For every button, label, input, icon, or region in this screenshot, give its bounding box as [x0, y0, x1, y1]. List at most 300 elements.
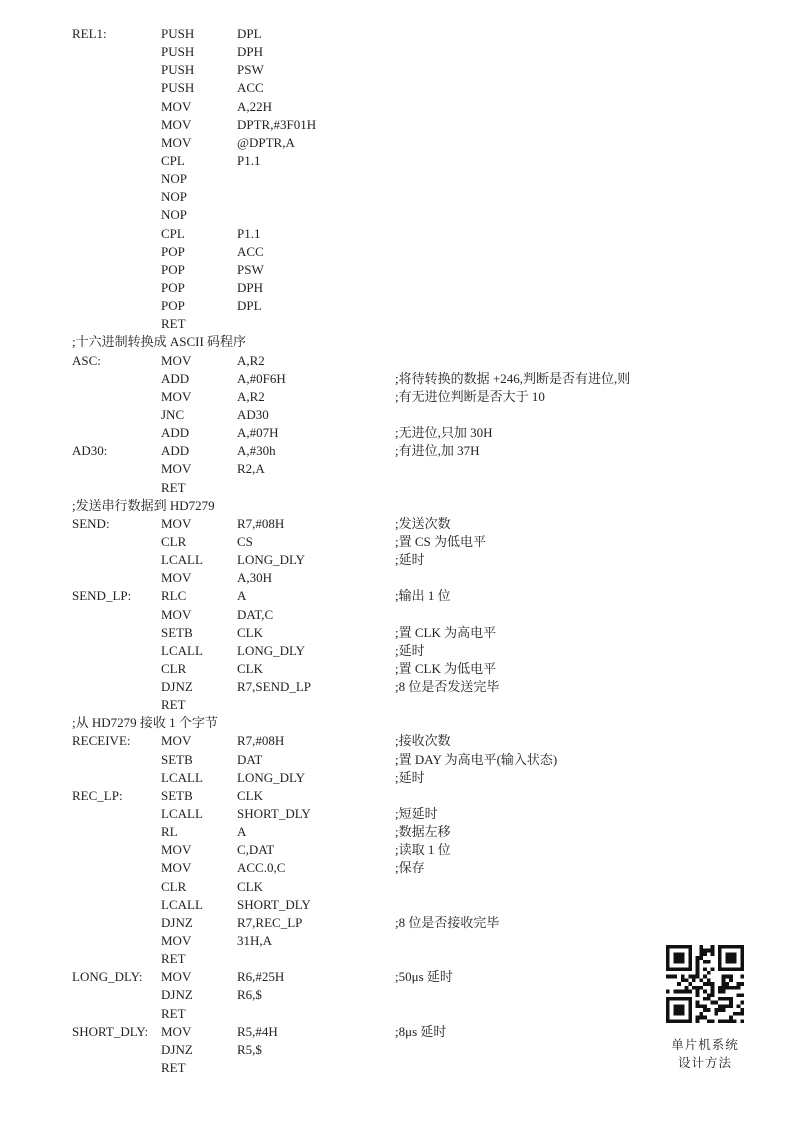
code-line [0, 442, 796, 460]
qr-module [718, 986, 722, 990]
code-line [0, 533, 796, 551]
mnemonic: NOP [161, 189, 188, 205]
code-line [0, 479, 796, 497]
code-line [0, 606, 796, 624]
operand: DPL [237, 298, 262, 314]
qr-module [722, 997, 726, 1001]
code-line [0, 206, 796, 224]
operand: LONG_DLY [237, 642, 306, 658]
qr-module [718, 1008, 722, 1012]
qr-module [722, 1008, 726, 1012]
qr-module [670, 967, 674, 971]
mnemonic: MOV [161, 570, 192, 586]
mnemonic: SETB [161, 787, 193, 803]
qr-module [733, 967, 737, 971]
operand: A,#0F6H [237, 370, 286, 386]
mnemonic: MOV [161, 515, 192, 531]
qr-module [711, 949, 715, 953]
qr-module [673, 1019, 677, 1023]
qr-module [677, 952, 681, 956]
operand: ACC [237, 243, 264, 259]
code-line [0, 460, 796, 478]
qr-module [711, 967, 715, 971]
qr-module [696, 956, 700, 960]
qr-module [666, 1019, 670, 1023]
operand: A,#07H [237, 425, 279, 441]
qr-module [740, 1008, 744, 1012]
qr-module [673, 1008, 677, 1012]
qr-module [718, 960, 722, 964]
qr-module [666, 1012, 670, 1016]
qr-module [688, 1004, 692, 1008]
code-line [0, 515, 796, 533]
qr-module [699, 952, 703, 956]
qr-module [688, 982, 692, 986]
mnemonic: MOV [161, 352, 192, 368]
qr-module [677, 1004, 681, 1008]
code-line [0, 841, 796, 859]
mnemonic: RET [161, 316, 186, 332]
section-comment: ;发送串行数据到 HD7279 [72, 497, 215, 513]
mnemonic: MOV [161, 461, 192, 477]
operand: CLK [237, 878, 263, 894]
code-comment: ;输出 1 位 [395, 588, 451, 604]
qr-module [722, 975, 726, 979]
mnemonic: POP [161, 279, 185, 295]
qr-module [725, 997, 729, 1001]
operand: DAT,C [237, 606, 274, 622]
code-line [0, 878, 796, 896]
qr-module [688, 1012, 692, 1016]
mnemonic: RET [161, 1005, 186, 1021]
qr-module [703, 975, 707, 979]
code-comment: ;将待转换的数据 +246,判断是否有进位,则 [395, 370, 631, 386]
qr-module [740, 1019, 744, 1023]
operand: A,R2 [237, 388, 265, 404]
qr-module [740, 960, 744, 964]
qr-module [685, 986, 689, 990]
mnemonic: MOV [161, 842, 192, 858]
code-comment: ;读取 1 位 [395, 842, 451, 858]
mnemonic: POP [161, 298, 185, 314]
qr-module [673, 1012, 677, 1016]
mnemonic: PUSH [161, 26, 195, 41]
qr-module [688, 997, 692, 1001]
qr-module [688, 964, 692, 968]
qr-module [677, 1008, 681, 1012]
qr-module [711, 993, 715, 997]
qr-module [677, 960, 681, 964]
code-label: SHORT_DLY: [72, 1023, 149, 1039]
qr-module [740, 982, 744, 986]
qr-module [673, 997, 677, 1001]
code-line [0, 424, 796, 442]
qr-module [703, 1004, 707, 1008]
qr-module [696, 990, 700, 994]
qr-module [740, 956, 744, 960]
code-line [0, 805, 796, 823]
qr-module [733, 1019, 737, 1023]
mnemonic: MOV [161, 98, 192, 114]
qr-module [666, 1001, 670, 1005]
mnemonic: RET [161, 1060, 186, 1076]
qr-module [729, 986, 733, 990]
qr-module [722, 982, 726, 986]
qr-module [696, 971, 700, 975]
qr-module [740, 1001, 744, 1005]
code-label: REL1: [72, 26, 107, 41]
qr-module [699, 945, 703, 949]
qr-module [703, 982, 707, 986]
qr-module [681, 1012, 685, 1016]
qr-module [733, 1012, 737, 1016]
code-line [0, 43, 796, 61]
qr-module [688, 1019, 692, 1023]
operand: LONG_DLY [237, 552, 306, 568]
operand: CLK [237, 624, 263, 640]
qr-module [722, 986, 726, 990]
qr-module [718, 952, 722, 956]
mnemonic: CLR [161, 533, 187, 549]
mnemonic: POP [161, 243, 185, 259]
code-comment: ;延时 [395, 642, 425, 658]
qr-caption-line1: 单片机系统 [671, 1037, 739, 1052]
code-line [0, 769, 796, 787]
qr-module [699, 1004, 703, 1008]
mnemonic: NOP [161, 171, 188, 187]
qr-module [696, 975, 700, 979]
operand: R6,$ [237, 987, 262, 1003]
operand: DPTR,#3F01H [237, 116, 317, 132]
qr-module [677, 1012, 681, 1016]
qr-code-image [666, 945, 744, 1023]
qr-module [670, 945, 674, 949]
operand: DAT [237, 751, 263, 767]
qr-module [740, 993, 744, 997]
mnemonic: DJNZ [161, 679, 193, 695]
qr-module [725, 956, 729, 960]
operand: DPH [237, 279, 264, 295]
qr-module [725, 960, 729, 964]
qr-module [688, 1001, 692, 1005]
operand: PSW [237, 261, 264, 277]
operand: C,DAT [237, 842, 275, 858]
operand: CLK [237, 787, 263, 803]
code-line [0, 624, 796, 642]
qr-module [737, 982, 741, 986]
code-comment: ;置 CLK 为高电平 [395, 624, 497, 640]
qr-module [699, 956, 703, 960]
qr-module [725, 986, 729, 990]
qr-module [696, 967, 700, 971]
qr-caption [648, 1036, 762, 1072]
qr-module [711, 1001, 715, 1005]
qr-module [740, 949, 744, 953]
qr-module [666, 975, 670, 979]
mnemonic: PUSH [161, 62, 195, 78]
qr-module [673, 975, 677, 979]
mnemonic: RL [161, 824, 178, 840]
code-line [0, 569, 796, 587]
operand: ACC [237, 80, 264, 96]
qr-module [681, 975, 685, 979]
qr-module [681, 960, 685, 964]
mnemonic: DJNZ [161, 914, 193, 930]
qr-module [673, 1004, 677, 1008]
operand: R5,$ [237, 1041, 262, 1057]
code-label: ASC: [72, 352, 101, 368]
qr-module [707, 982, 711, 986]
qr-module [729, 978, 733, 982]
operand: CS [237, 533, 253, 549]
qr-module [722, 945, 726, 949]
code-line [0, 79, 796, 97]
qr-module [729, 956, 733, 960]
qr-module [718, 967, 722, 971]
qr-module [666, 960, 670, 964]
qr-module [707, 997, 711, 1001]
section-comment: ;十六进制转换成 ASCII 码程序 [72, 334, 247, 350]
qr-module [688, 990, 692, 994]
operand: A [237, 824, 247, 840]
code-label: RECEIVE: [72, 733, 131, 749]
mnemonic: ADD [161, 443, 190, 459]
qr-module [688, 952, 692, 956]
operand: P1.1 [237, 225, 261, 241]
qr-module [707, 1019, 711, 1023]
mnemonic: RET [161, 951, 186, 967]
code-line [0, 297, 796, 315]
code-line [0, 279, 796, 297]
qr-module [677, 1019, 681, 1023]
code-label: LONG_DLY: [72, 969, 143, 985]
qr-module [737, 967, 741, 971]
code-line [0, 732, 796, 750]
qr-module [722, 1004, 726, 1008]
mnemonic: MOV [161, 134, 192, 150]
qr-module [703, 1008, 707, 1012]
mnemonic: LCALL [161, 769, 203, 785]
code-line [0, 388, 796, 406]
mnemonic: ADD [161, 425, 190, 441]
qr-module [696, 964, 700, 968]
qr-module [714, 1012, 718, 1016]
qr-module [685, 945, 689, 949]
operand: DPL [237, 26, 262, 41]
mnemonic: MOV [161, 116, 192, 132]
code-line [0, 696, 796, 714]
mnemonic: LCALL [161, 642, 203, 658]
qr-module [707, 993, 711, 997]
code-line [0, 315, 796, 333]
mnemonic: JNC [161, 406, 185, 422]
code-comment: ;保存 [395, 860, 425, 876]
operand: R2,A [237, 461, 265, 477]
operand: P1.1 [237, 152, 261, 168]
qr-module [729, 975, 733, 979]
qr-module [725, 1019, 729, 1023]
qr-module [699, 978, 703, 982]
qr-module [722, 967, 726, 971]
qr-module [718, 964, 722, 968]
qr-module [688, 1008, 692, 1012]
qr-module [718, 1004, 722, 1008]
mnemonic: PUSH [161, 44, 195, 60]
code-line [0, 370, 796, 388]
qr-module [729, 1004, 733, 1008]
code-line [0, 170, 796, 188]
operand: R7,#08H [237, 515, 285, 531]
code-line [0, 914, 796, 932]
code-line [0, 823, 796, 841]
operand: SHORT_DLY [237, 806, 311, 822]
qr-module [707, 960, 711, 964]
mnemonic: RLC [161, 588, 187, 604]
code-line [0, 352, 796, 370]
mnemonic: MOV [161, 860, 192, 876]
qr-module [688, 956, 692, 960]
operand: A,30H [237, 570, 273, 586]
qr-module [685, 978, 689, 982]
code-comment: ;有无进位判断是否大于 10 [395, 388, 545, 404]
qr-module [666, 964, 670, 968]
mnemonic: RET [161, 697, 186, 713]
qr-module [692, 975, 696, 979]
operand: R7,REC_LP [237, 914, 303, 930]
qr-module [688, 945, 692, 949]
qr-module [729, 967, 733, 971]
mnemonic: ADD [161, 370, 190, 386]
qr-module [711, 952, 715, 956]
code-line [0, 98, 796, 116]
operand: PSW [237, 62, 264, 78]
qr-module [729, 1019, 733, 1023]
qr-module [703, 967, 707, 971]
code-comment: ;8 位是否接收完毕 [395, 914, 500, 930]
qr-module [681, 956, 685, 960]
qr-module [681, 978, 685, 982]
code-comment: ;短延时 [395, 806, 438, 822]
qr-module [677, 967, 681, 971]
qr-module [699, 986, 703, 990]
qr-module [707, 1008, 711, 1012]
qr-module [733, 956, 737, 960]
code-line [0, 660, 796, 678]
qr-module [729, 1016, 733, 1020]
qr-module [681, 1019, 685, 1023]
qr-module [666, 997, 670, 1001]
qr-module [718, 990, 722, 994]
qr-module [718, 945, 722, 949]
qr-module [740, 964, 744, 968]
mnemonic: LCALL [161, 552, 203, 568]
mnemonic: NOP [161, 207, 188, 223]
qr-module [673, 952, 677, 956]
qr-module [681, 967, 685, 971]
qr-module [696, 1001, 700, 1005]
qr-module [685, 1019, 689, 1023]
code-line [0, 61, 796, 79]
code-comment: ;发送次数 [395, 515, 451, 531]
qr-module [666, 1016, 670, 1020]
qr-module [725, 967, 729, 971]
qr-module [681, 990, 685, 994]
code-line [0, 587, 796, 605]
operand: A,R2 [237, 352, 265, 368]
code-comment: ;50μs 延时 [395, 969, 453, 985]
operand: @DPTR,A [237, 134, 295, 150]
qr-module [688, 949, 692, 953]
qr-module [707, 949, 711, 953]
mnemonic: MOV [161, 969, 192, 985]
code-line [0, 243, 796, 261]
qr-module [703, 1016, 707, 1020]
qr-module [699, 1012, 703, 1016]
code-comment: ;接收次数 [395, 733, 451, 749]
qr-module [733, 986, 737, 990]
operand: R6,#25H [237, 969, 285, 985]
qr-module [718, 956, 722, 960]
qr-module [666, 956, 670, 960]
code-label: SEND_LP: [72, 588, 132, 604]
qr-module [725, 1004, 729, 1008]
qr-module [673, 956, 677, 960]
qr-module [714, 1001, 718, 1005]
qr-module [711, 1019, 715, 1023]
code-line [0, 642, 796, 660]
section-comment-line [0, 333, 796, 351]
qr-module [673, 990, 677, 994]
qr-module [688, 967, 692, 971]
qr-module [740, 1012, 744, 1016]
qr-module [677, 945, 681, 949]
qr-module [740, 945, 744, 949]
qr-module [707, 978, 711, 982]
mnemonic: PUSH [161, 80, 195, 96]
code-line [0, 859, 796, 877]
qr-module [677, 990, 681, 994]
qr-module [725, 952, 729, 956]
mnemonic: MOV [161, 933, 192, 949]
operand: A,22H [237, 98, 273, 114]
qr-module [703, 997, 707, 1001]
mnemonic: CLR [161, 878, 187, 894]
qr-module [711, 990, 715, 994]
mnemonic: MOV [161, 1023, 192, 1039]
qr-module [703, 952, 707, 956]
qr-module [670, 997, 674, 1001]
qr-module [699, 1016, 703, 1020]
code-label: AD30: [72, 443, 108, 459]
mnemonic: SETB [161, 751, 193, 767]
qr-module [666, 967, 670, 971]
qr-module [707, 971, 711, 975]
qr-module [696, 986, 700, 990]
code-comment: ;8 位是否发送完毕 [395, 679, 500, 695]
qr-module [729, 952, 733, 956]
operand: 31H,A [237, 933, 273, 949]
mnemonic: CPL [161, 225, 185, 241]
code-line [0, 751, 796, 769]
mnemonic: MOV [161, 606, 192, 622]
operand: AD30 [237, 406, 269, 422]
qr-module [740, 967, 744, 971]
code-line [0, 787, 796, 805]
operand: DPH [237, 44, 264, 60]
code-comment: ;置 CLK 为低电平 [395, 660, 497, 676]
assembly-listing [0, 25, 796, 1077]
qr-module [725, 945, 729, 949]
